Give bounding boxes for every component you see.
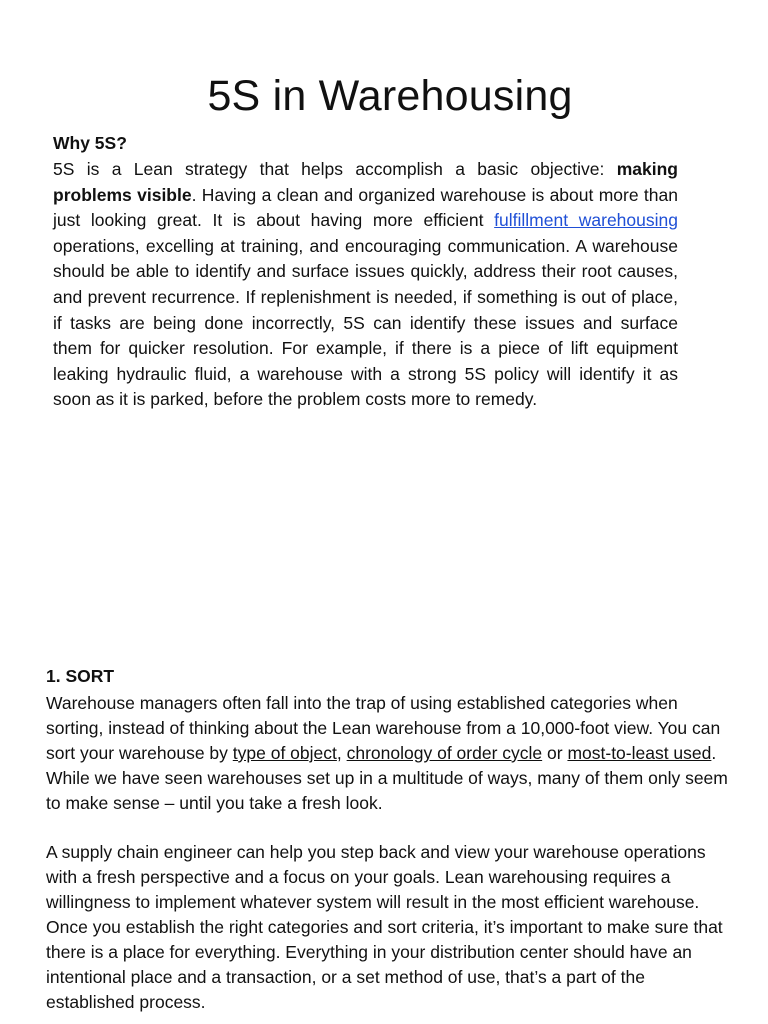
why-5s-paragraph <box>53 157 678 413</box>
sort-p1-start: Warehouse managers often fall into the trap of using established categories when sorting, instead of thinking about the Lean warehouse from a 10,000-foot view. You can sort your warehouse by <box>46 693 721 763</box>
sort-section <box>46 664 736 1015</box>
sort-paragraph-1 <box>46 691 736 816</box>
why-intro-text: 5S is a Lean strategy that helps accomplish a basic objective: <box>53 159 617 179</box>
why-5s-section <box>53 131 678 413</box>
why-bold-phrase: making problems visible <box>53 159 678 205</box>
why-after-bold-text: . Having a clean and organized warehouse is about more than just looking great. It is about having more efficient <box>53 184 678 231</box>
sort-p1-sep1: , <box>336 743 347 763</box>
sort-heading: 1. SORT <box>46 666 115 686</box>
type-of-object-underlined: type of object <box>232 743 337 763</box>
why-5s-heading: Why 5S? <box>53 133 127 153</box>
why-rest-text: operations, excelling at training, and encouraging communication. A warehouse should be able to identify and surface issues quickly, address their root causes, and prevent recurrence. If replenishment is needed, if something is out of place, if tasks are being done incorrectly, 5S can identify these issues and surface them for quicker resolution. For example, if there is a piece of lift equipment leaking hydraulic fluid, a warehouse with a strong 5S policy will identify it as soon as it is parked, before the problem costs more to remedy. <box>53 235 678 410</box>
page-title: 5S in Warehousing <box>207 72 573 120</box>
fulfillment-warehousing-link[interactable]: fulfillment warehousing <box>494 210 678 231</box>
sort-p1-end: . While we have seen warehouses set up in a multitude of ways, many of them only seem to make sense – until you take a fresh look. <box>46 743 728 813</box>
sort-p1-sep2: or <box>542 743 568 763</box>
sort-paragraph-2: A supply chain engineer can help you step back and view your warehouse operations with a fresh perspective and a focus on your goals. Lean warehousing requires a willingness to implement whatever system will result in the most efficient warehouse. Once you establish the right categories and sort criteria, it’s important to make sure that there is a place for everything. Everything in your distribution center should have an intentional place and a transaction, or a set method of use, that’s a part of the established process. <box>46 842 723 1012</box>
most-to-least-used-underlined: most-to-least used <box>567 743 712 763</box>
chronology-of-order-cycle-underlined: chronology of order cycle <box>346 743 543 763</box>
